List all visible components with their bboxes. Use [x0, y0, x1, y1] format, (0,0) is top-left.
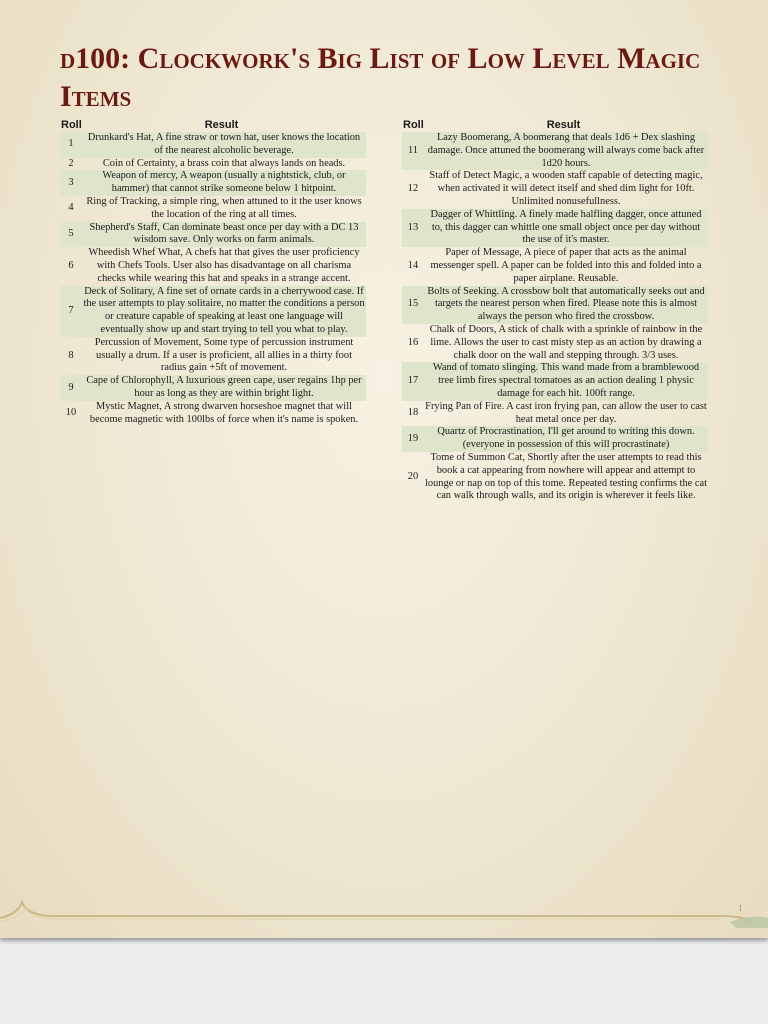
roll-number: 1 — [68, 138, 74, 150]
result-text: Paper of Message, A piece of paper that acts as the animal messenger spell. A paper can be folded into this and folded into a paper airplane. Reusable. — [430, 247, 702, 284]
roll-number: 19 — [407, 432, 419, 444]
result-text: Percussion of Movement, Some type of percussion instrument usually a drum. If a user is proficient, all allies in a thirty foot radius gain +5ft of movement. — [94, 336, 354, 374]
header-result: Result — [546, 119, 581, 131]
result-text: Chalk of Doors, A stick of chalk with a sprinkle of rainbow in the lime. Allows the user to cast misty step as an action by drawing a chalk door on the wall and stepping through. 3/3 uses. — [429, 323, 703, 361]
table-header — [60, 118, 366, 132]
table-row — [402, 170, 708, 208]
table-row — [402, 209, 708, 247]
result-text: Quartz of Procrastination, I'll get around to writing this down. (everyone in possession of this will procrastinate) — [437, 426, 695, 451]
roll-number: 11 — [407, 144, 418, 156]
result-text: Weapon of mercy, A weapon (usually a nightstick, club, or hammer) that cannot strike someone below 1 hitpoint. — [102, 170, 346, 195]
result-text: Staff of Detect Magic, a wooden staff capable of detecting magic, when activated it will detect itself and shed dim light for 10ft. Unlimited nonusefullness. — [429, 170, 703, 207]
header-result: Result — [204, 119, 239, 131]
roll-number: 10 — [65, 407, 77, 419]
table-row — [402, 247, 708, 285]
table-header — [402, 118, 708, 132]
table-row — [60, 158, 366, 171]
result-text: Lazy Boomerang, A boomerang that deals 1d6 + Dex slashing damage. Once attuned the boomerang will always come back after 1d20 hours. — [427, 132, 705, 169]
result-text: Wheedish Whef What, A chefs hat that gives the user proficiency with Chefs Tools. User also has disadvantage on all charisma checks while wearing this hat and speaks in a strange accent. — [88, 247, 360, 284]
result-text: Frying Pan of Fire. A cast iron frying pan, can allow the user to cast heat metal once per day. — [425, 400, 707, 425]
table-body-left — [60, 132, 366, 426]
result-text: Bolts of Seeking. A crossbow bolt that automatically seeks out and targets the nearest person when fired. Please note this is almost always the person who fired the crossbow. — [427, 285, 705, 323]
roll-number: 8 — [68, 349, 74, 361]
roll-number: 12 — [407, 183, 419, 195]
table-row — [402, 132, 708, 170]
table-row — [60, 196, 366, 222]
table-row — [402, 426, 708, 452]
result-text: Ring of Tracking, a simple ring, when attuned to it the user knows the location of the ring at all times. — [86, 195, 362, 220]
page-number: 1 — [738, 903, 743, 913]
table-row — [60, 401, 366, 427]
result-text: Wand of tomato slinging. This wand made from a bramblewood tree limb fires spectral tomatoes as an action dealing 1 physic damage for each hit. 100ft range. — [432, 362, 700, 399]
roll-number: 7 — [68, 304, 74, 316]
roll-number: 15 — [407, 298, 419, 310]
table-row — [402, 452, 708, 503]
table-row — [402, 286, 708, 324]
result-text: Cape of Chlorophyll, A luxurious green cape, user regains 1hp per hour as long as they are within bright light. — [86, 375, 362, 399]
table-row — [60, 132, 366, 158]
roll-number: 6 — [68, 259, 74, 271]
table-row — [60, 222, 366, 248]
result-text: Tome of Summon Cat, Shortly after the user attempts to read this book a cat appearing from nowhere will appear and attempt to lounge or nap on top of this tome. Repeated testing confirms the cat can walk through walls, and its origin is wherever it feels like. — [425, 451, 707, 502]
roll-number: 9 — [68, 381, 74, 393]
roll-number: 17 — [407, 375, 419, 387]
table-row — [60, 337, 366, 375]
roll-number: 13 — [407, 221, 419, 233]
result-text: Mystic Magnet, A strong dwarven horseshoe magnet that will become magnetic with 100lbs of force when it's name is spoken. — [89, 400, 359, 425]
result-text: Drunkard's Hat, A fine straw or town hat, user knows the location of the nearest alcoholic beverage. — [87, 132, 361, 156]
result-text: Deck of Solitary, A fine set of ornate cards in a cherrywood case. If the user attempts to play solitaire, no matter the conditions a person or creature capable of speaking at least one language will eventually show up and start trying to tell you what to play. — [83, 285, 365, 335]
table-row — [60, 375, 366, 401]
footer-ornament — [0, 888, 768, 928]
header-roll: Roll — [403, 119, 424, 131]
roll-number: 2 — [68, 157, 74, 169]
result-text: Shepherd's Staff, Can dominate beast once per day with a DC 13 wisdom save. Only works on farm animals. — [89, 221, 359, 246]
roll-table-left — [60, 118, 366, 426]
roll-number: 16 — [407, 336, 419, 348]
roll-number: 3 — [68, 176, 74, 188]
roll-number: 5 — [68, 227, 74, 239]
table-row — [402, 324, 708, 362]
table-body-right — [402, 132, 708, 503]
table-row — [402, 401, 708, 427]
roll-table-right — [402, 118, 708, 503]
header-roll: Roll — [61, 119, 82, 131]
result-text: Coin of Certainty, a brass coin that always lands on heads. — [102, 157, 346, 169]
page-title: d100: Clockwork's Big List of Low Level Magic Items — [60, 42, 701, 113]
roll-number: 4 — [68, 202, 74, 214]
table-row — [60, 286, 366, 337]
result-text: Dagger of Whittling. A finely made halfling dagger, once attuned to, this dagger can whittle one small object once per day without the use of it's master. — [430, 208, 702, 246]
roll-number: 20 — [407, 471, 419, 483]
table-row — [60, 247, 366, 285]
roll-number: 18 — [407, 407, 419, 419]
table-row — [402, 362, 708, 400]
table-row — [60, 170, 366, 196]
roll-number: 14 — [407, 259, 419, 271]
